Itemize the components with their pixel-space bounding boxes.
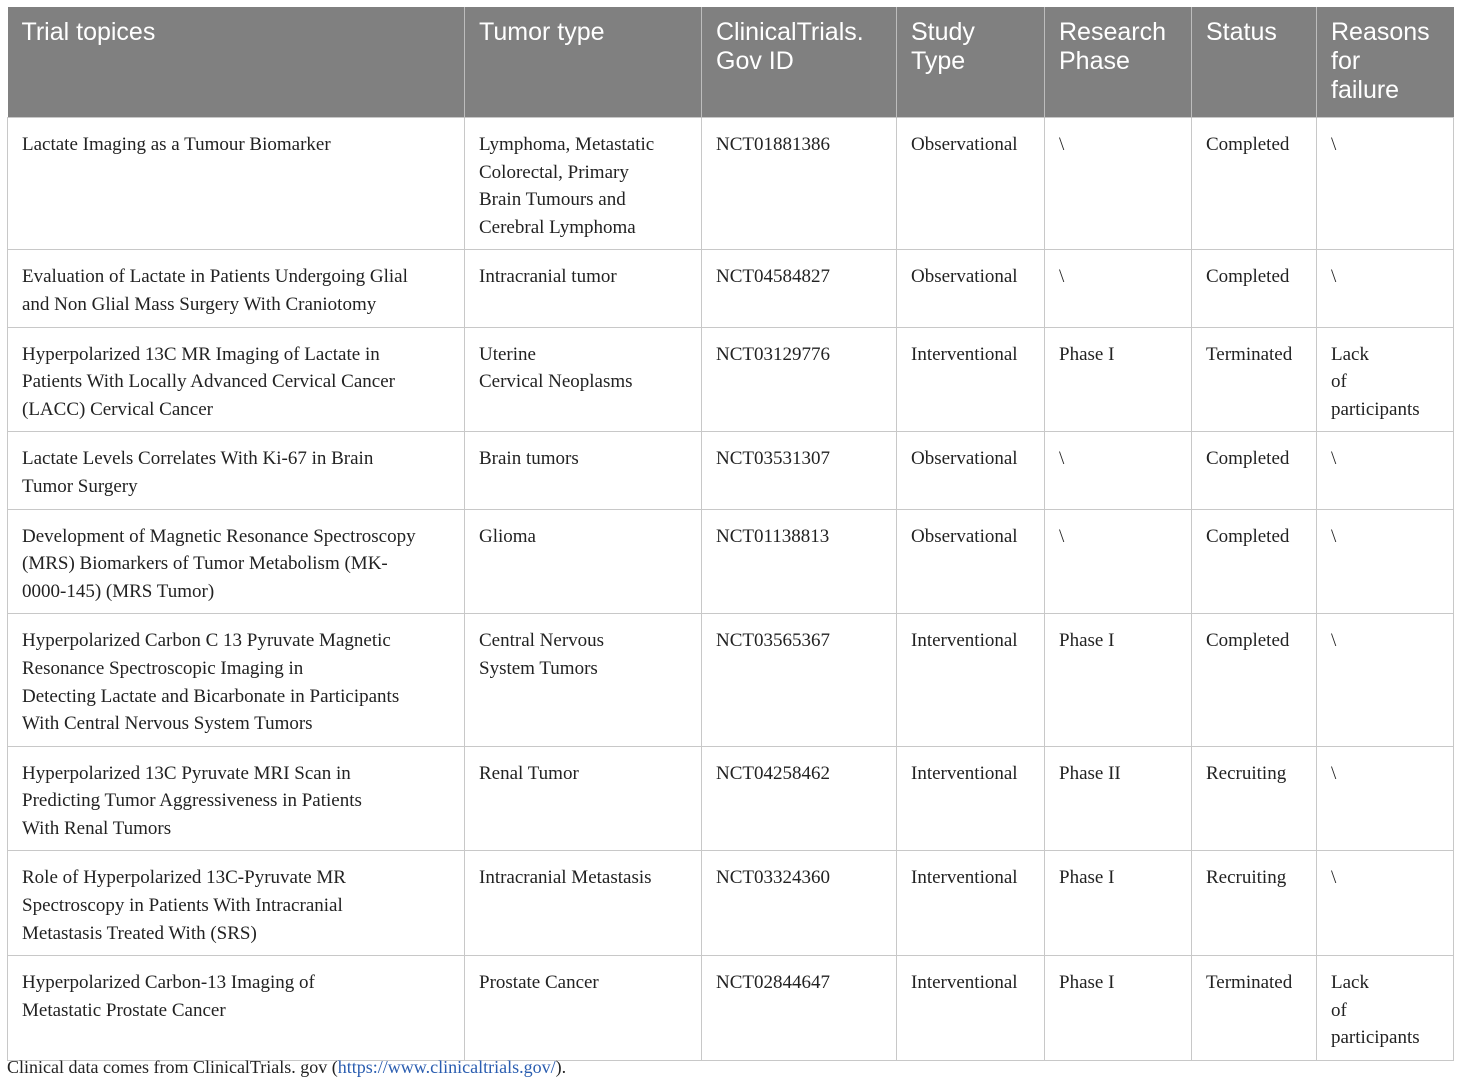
cell-research-phase: \: [1045, 509, 1192, 614]
header-reasons-for-failure: Reasons for failure: [1317, 7, 1454, 118]
cell-tumor-type: Brain tumors: [465, 432, 702, 509]
cell-status: Completed: [1192, 509, 1317, 614]
cell-trial-topic: Lactate Levels Correlates With Ki-67 in Brain Tumor Surgery: [8, 432, 465, 509]
cell-status: Terminated: [1192, 956, 1317, 1061]
clinicaltrials-link[interactable]: https://www.clinicaltrials.gov/: [337, 1057, 556, 1077]
cell-research-phase: \: [1045, 432, 1192, 509]
header-tumor-type: Tumor type: [465, 7, 702, 118]
cell-research-phase: \: [1045, 118, 1192, 250]
cell-research-phase: Phase I: [1045, 327, 1192, 432]
cell-research-phase: Phase I: [1045, 614, 1192, 746]
cell-tumor-type: Central Nervous System Tumors: [465, 614, 702, 746]
cell-tumor-type: Intracranial Metastasis: [465, 851, 702, 956]
header-clinicaltrials-id: ClinicalTrials. Gov ID: [702, 7, 897, 118]
cell-trial-topic: Evaluation of Lactate in Patients Undergoing Glial and Non Glial Mass Surgery With Craniotomy: [8, 250, 465, 327]
cell-study-type: Observational: [897, 118, 1045, 250]
cell-trial-id: NCT01881386: [702, 118, 897, 250]
header-status: Status: [1192, 7, 1317, 118]
cell-trial-id: NCT03129776: [702, 327, 897, 432]
cell-trial-id: NCT03531307: [702, 432, 897, 509]
cell-trial-topic: Development of Magnetic Resonance Spectroscopy (MRS) Biomarkers of Tumor Metabolism (MK- 0000-145) (MRS Tumor): [8, 509, 465, 614]
table-row: [8, 432, 1454, 509]
table-row: [8, 746, 1454, 851]
cell-status: Recruiting: [1192, 746, 1317, 851]
cell-trial-topic: Hyperpolarized 13C MR Imaging of Lactate in Patients With Locally Advanced Cervical Cancer (LACC) Cervical Cancer: [8, 327, 465, 432]
table-row: [8, 118, 1454, 250]
footnote-text: Clinical data comes from ClinicalTrials. gov (: [7, 1057, 338, 1077]
clinical-trials-table: [7, 7, 1454, 1061]
cell-trial-topic: Hyperpolarized 13C Pyruvate MRI Scan in Predicting Tumor Aggressiveness in Patients With Renal Tumors: [8, 746, 465, 851]
table-row: [8, 250, 1454, 327]
cell-failure-reason: \: [1317, 614, 1454, 746]
cell-research-phase: Phase II: [1045, 746, 1192, 851]
header-row: [8, 7, 1454, 118]
cell-status: Completed: [1192, 614, 1317, 746]
cell-status: Completed: [1192, 250, 1317, 327]
cell-trial-id: NCT02844647: [702, 956, 897, 1061]
cell-trial-topic: Hyperpolarized Carbon C 13 Pyruvate Magnetic Resonance Spectroscopic Imaging in Detecting Lactate and Bicarbonate in Participants With Central Nervous System Tumors: [8, 614, 465, 746]
cell-trial-topic: Hyperpolarized Carbon-13 Imaging of Metastatic Prostate Cancer: [8, 956, 465, 1061]
table-row: [8, 614, 1454, 746]
cell-tumor-type: Glioma: [465, 509, 702, 614]
cell-trial-id: NCT04584827: [702, 250, 897, 327]
cell-failure-reason: \: [1317, 432, 1454, 509]
cell-trial-id: NCT03565367: [702, 614, 897, 746]
header-research-phase: Research Phase: [1045, 7, 1192, 118]
cell-trial-topic: Role of Hyperpolarized 13C-Pyruvate MR Spectroscopy in Patients With Intracranial Metastasis Treated With (SRS): [8, 851, 465, 956]
cell-study-type: Observational: [897, 250, 1045, 327]
footnote-suffix: ).: [555, 1057, 567, 1077]
cell-failure-reason: \: [1317, 851, 1454, 956]
table-row: [8, 327, 1454, 432]
cell-failure-reason: \: [1317, 746, 1454, 851]
cell-trial-topic: Lactate Imaging as a Tumour Biomarker: [8, 118, 465, 250]
cell-failure-reason: \: [1317, 118, 1454, 250]
cell-study-type: Interventional: [897, 614, 1045, 746]
cell-tumor-type: Renal Tumor: [465, 746, 702, 851]
cell-research-phase: Phase I: [1045, 851, 1192, 956]
cell-failure-reason: Lack of participants: [1317, 327, 1454, 432]
cell-study-type: Interventional: [897, 956, 1045, 1061]
cell-research-phase: \: [1045, 250, 1192, 327]
cell-status: Completed: [1192, 432, 1317, 509]
cell-tumor-type: Intracranial tumor: [465, 250, 702, 327]
cell-trial-id: NCT01138813: [702, 509, 897, 614]
cell-tumor-type: Lymphoma, Metastatic Colorectal, Primary Brain Tumours and Cerebral Lymphoma: [465, 118, 702, 250]
cell-trial-id: NCT03324360: [702, 851, 897, 956]
cell-failure-reason: \: [1317, 509, 1454, 614]
cell-failure-reason: \: [1317, 250, 1454, 327]
header-study-type: Study Type: [897, 7, 1045, 118]
table-row: [8, 851, 1454, 956]
cell-study-type: Interventional: [897, 851, 1045, 956]
cell-study-type: Interventional: [897, 746, 1045, 851]
cell-tumor-type: Prostate Cancer: [465, 956, 702, 1061]
cell-research-phase: Phase I: [1045, 956, 1192, 1061]
cell-study-type: Observational: [897, 509, 1045, 614]
table-row: [8, 956, 1454, 1061]
header-trial-topics: Trial topices: [8, 7, 465, 118]
table-footnote: [7, 1057, 566, 1078]
cell-study-type: Interventional: [897, 327, 1045, 432]
cell-status: Completed: [1192, 118, 1317, 250]
cell-tumor-type: Uterine Cervical Neoplasms: [465, 327, 702, 432]
cell-status: Recruiting: [1192, 851, 1317, 956]
cell-failure-reason: Lack of participants: [1317, 956, 1454, 1061]
table-row: [8, 509, 1454, 614]
cell-study-type: Observational: [897, 432, 1045, 509]
cell-trial-id: NCT04258462: [702, 746, 897, 851]
cell-status: Terminated: [1192, 327, 1317, 432]
table-container: [7, 7, 1453, 1061]
